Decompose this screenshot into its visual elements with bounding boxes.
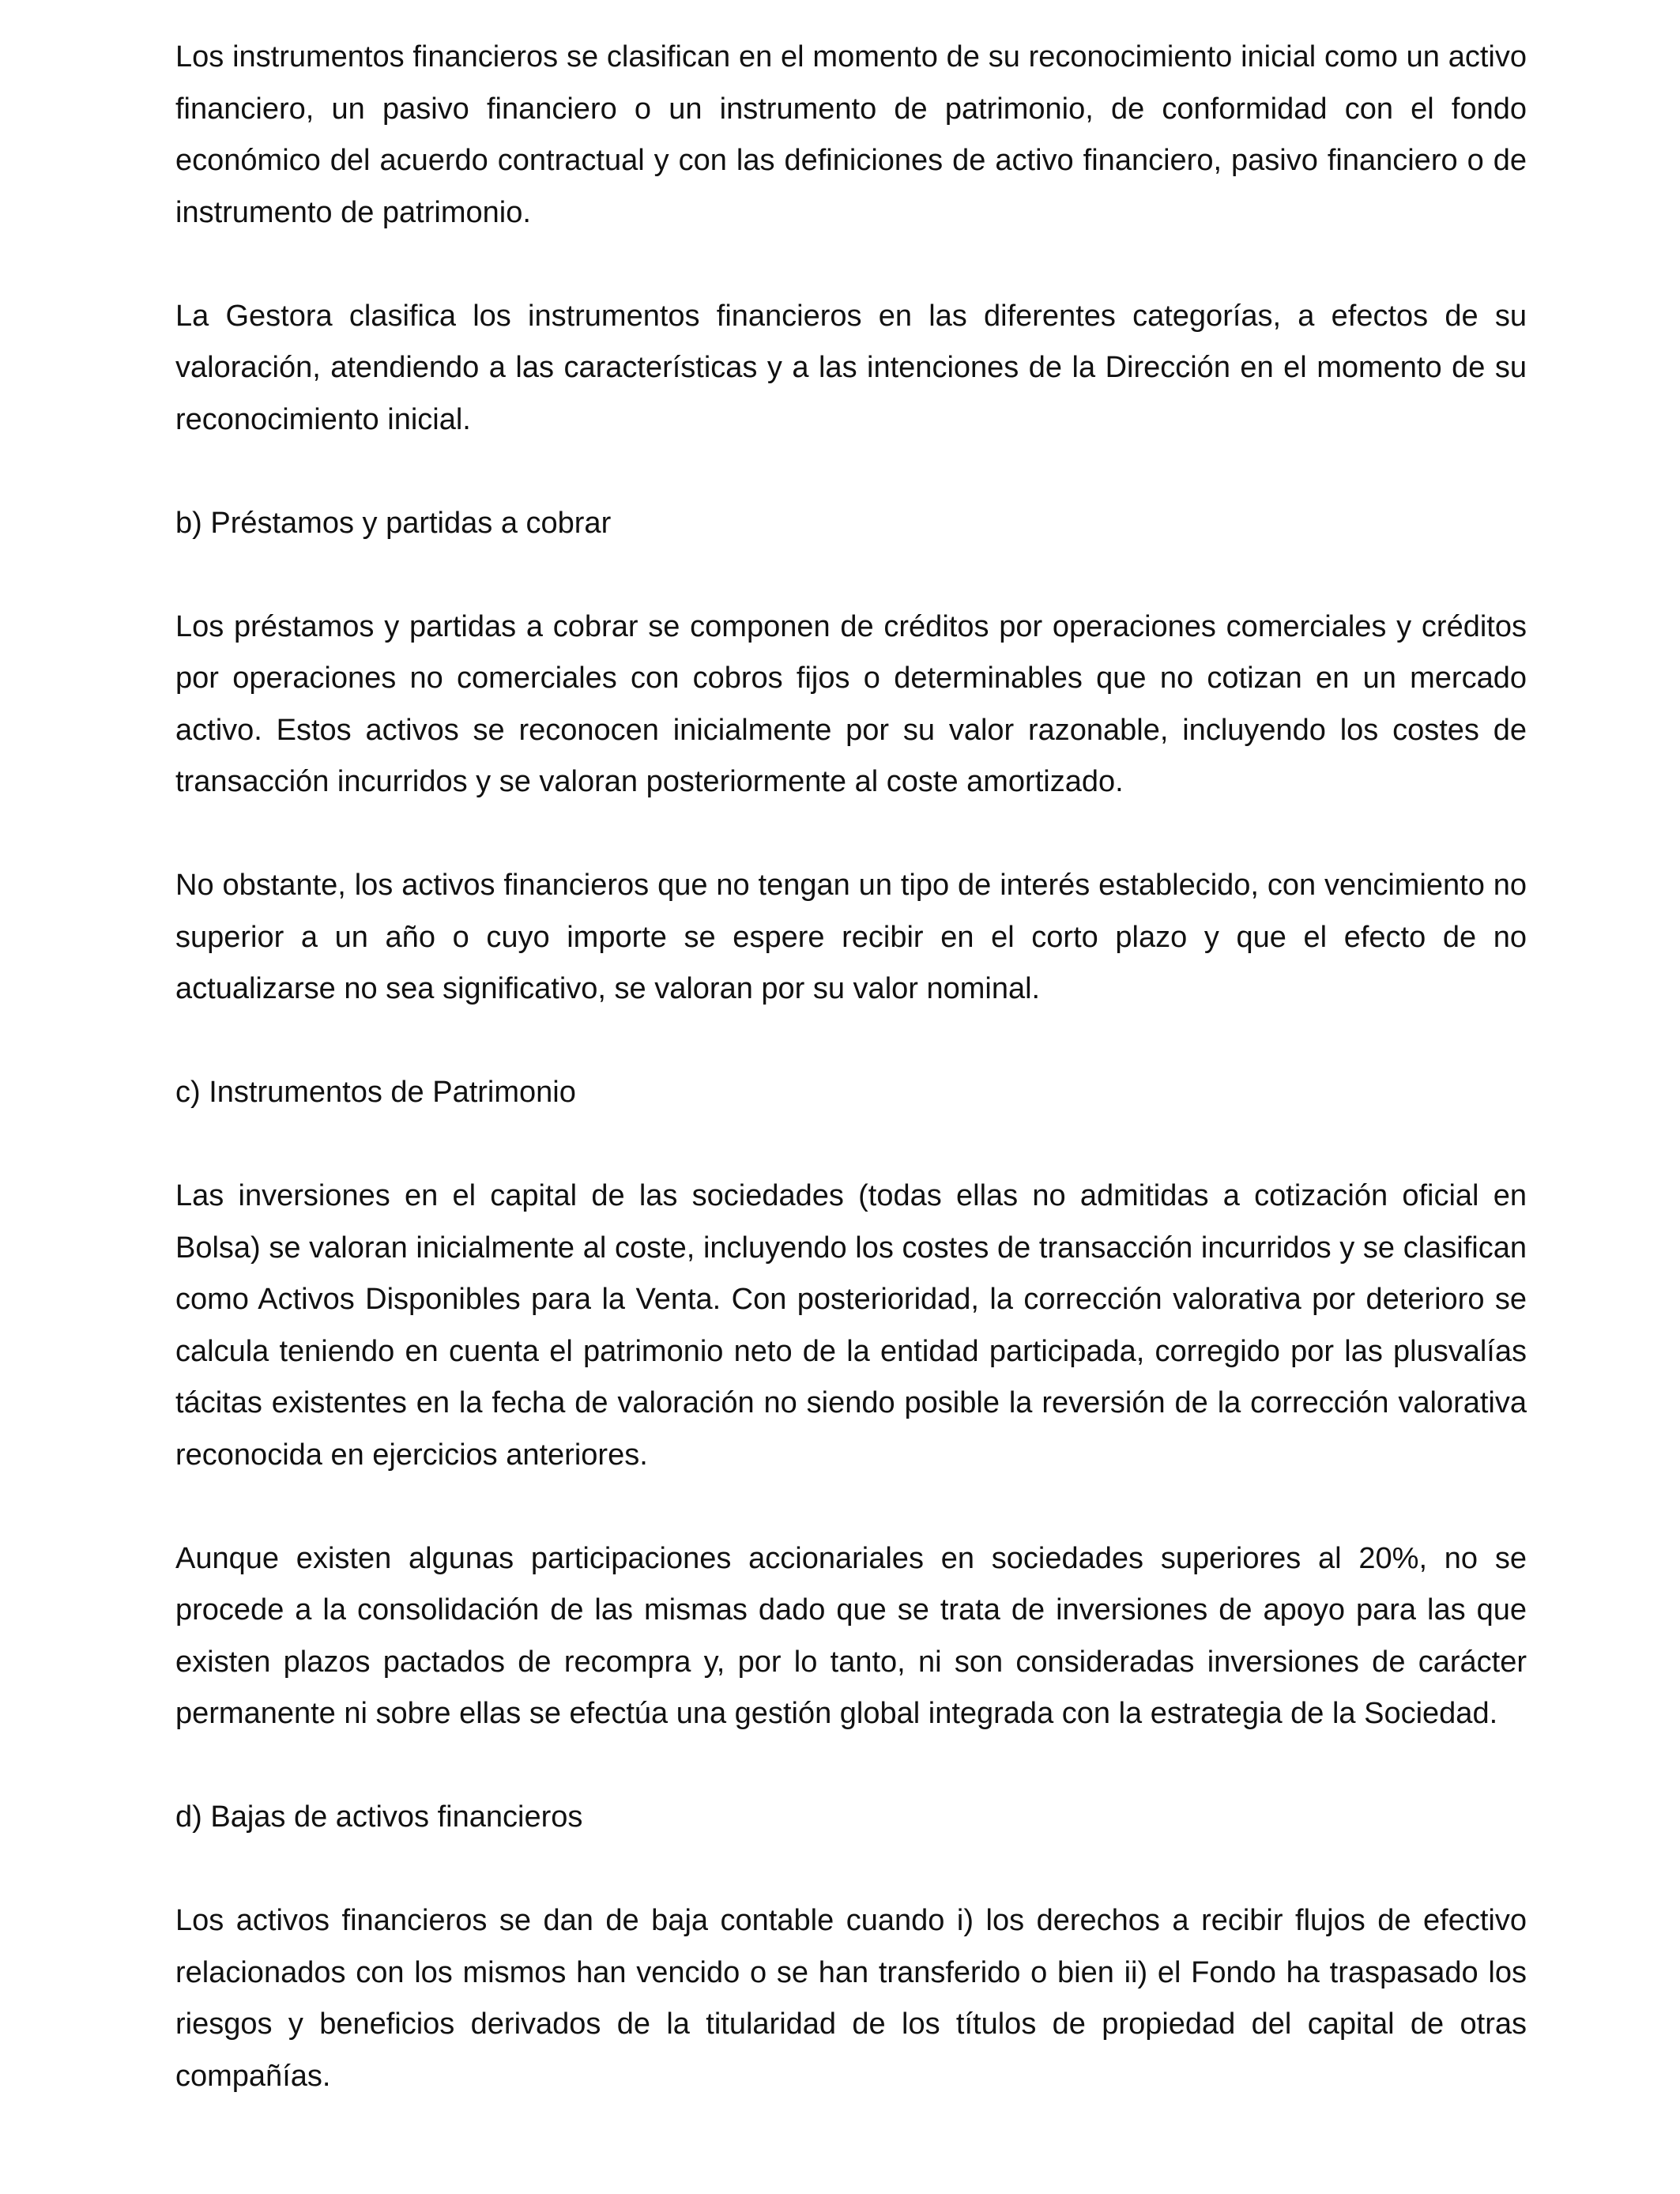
paragraph-no-obstante: No obstante, los activos financieros que no tengan un tipo de interés establecido, con vencimiento no superior a un año o cuyo importe se espere recibir en el corto plazo y que el efecto de no actualizarse no sea significativo, se valoran por su valor nominal. (175, 869, 1527, 1005)
paragraph-prestamos-partidas: Los préstamos y partidas a cobrar se componen de créditos por operaciones comerciales y créditos por operaciones no comerciales con cobros fijos o determinables que no cotizan en un mercado activo. Estos activos se reconocen inicialmente por su valor razonable, incluyendo los costes de transacción incurridos y se valoran posteriormente al coste amortizado. (175, 609, 1527, 798)
paragraph-participaciones: Aunque existen algunas participaciones accionariales en sociedades superiores al 20%, no se procede a la consolidación de las mismas dado que se trata de inversiones de apoyo para las que existen plazos pactados de recompra y, por lo tanto, ni son consideradas inversiones de carácter permanente ni sobre ellas se efectúa una gestión global integrada con la estrategia de la Sociedad. (175, 1541, 1527, 1730)
paragraph-clasificacion-instrumentos: Los instrumentos financieros se clasifican en el momento de su reconocimiento inicial como un activo financiero, un pasivo financiero o un instrumento de patrimonio, de conformidad con el fondo económico del acuerdo contractual y con las definiciones de activo financiero, pasivo financiero o de instrumento de patrimonio. (175, 40, 1527, 229)
section-heading-instrumentos-patrimonio: c) Instrumentos de Patrimonio (175, 1076, 576, 1109)
paragraph-bajas-contables: Los activos financieros se dan de baja contable cuando i) los derechos a recibir flujos de efectivo relacionados con los mismos han vencido o se han transferido o bien ii) el Fondo ha traspasado los riesgos y beneficios derivados de la titularidad de los títulos de propiedad del capital de otras compañías. (175, 1904, 1527, 2093)
section-heading-prestamos: b) Préstamos y partidas a cobrar (175, 506, 612, 540)
paragraph-inversiones-capital: Las inversiones en el capital de las sociedades (todas ellas no admitidas a cotización oficial en Bolsa) se valoran inicialmente al coste, incluyendo los costes de transacción incurridos y se clasifican como Activos Disponibles para la Venta. Con posterioridad, la corrección valorativa por deterioro se calcula teniendo en cuenta el patrimonio neto de la entidad participada, corregido por las plusvalías tácitas existentes en la fecha de valoración no siendo posible la reversión de la corrección valorativa reconocida en ejercicios anteriores. (175, 1179, 1527, 1472)
paragraph-gestora-categorias: La Gestora clasifica los instrumentos financieros en las diferentes categorías, a efectos de su valoración, atendiendo a las características y a las intenciones de la Dirección en el momento de su reconocimiento inicial. (175, 299, 1527, 436)
section-heading-bajas-activos: d) Bajas de activos financieros (175, 1800, 583, 1834)
document-page (175, 32, 1527, 2154)
